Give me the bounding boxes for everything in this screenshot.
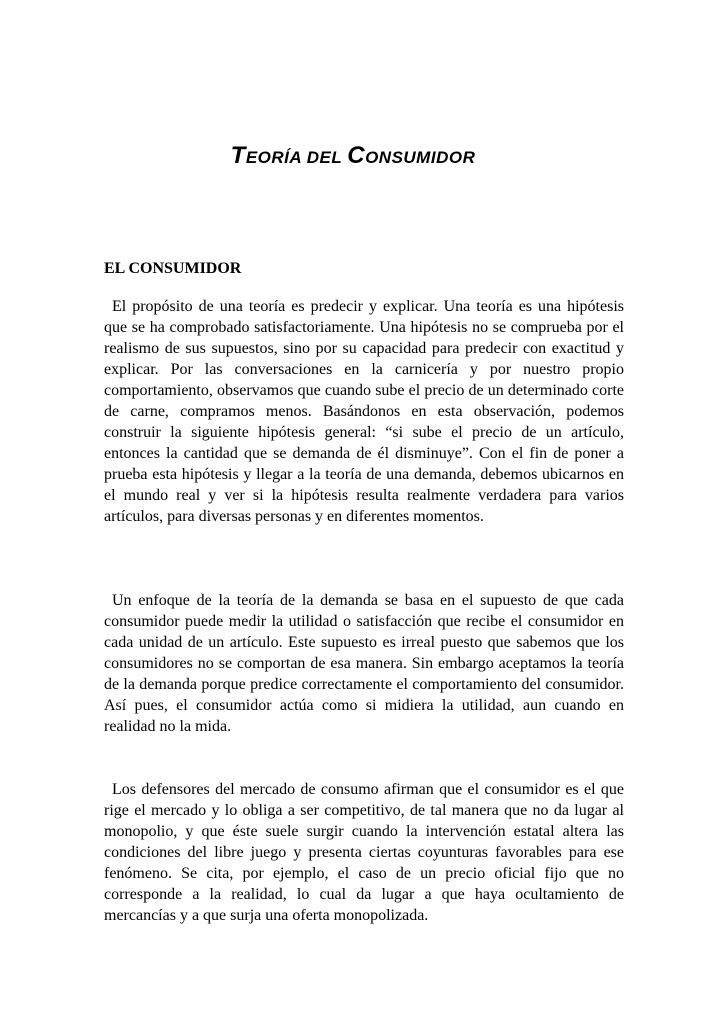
title-initial-t: T: [230, 142, 246, 169]
title-word-consumidor: ONSUMIDOR: [365, 148, 476, 167]
title-initial-c: C: [347, 142, 366, 169]
paragraph-1: El propósito de una teoría es predecir y explicar. Una teoría es una hipótesis que se ha comprobado satisfactoriamente. Una hipótesis no se comprueba por el realismo de sus supuestos, sino por su capacidad para predecir con exactitud y explicar. Por las conversaciones en la carnicería y por nuestro propio comportamiento, observamos que cuando sube el precio de un determinado corte de carne, compramos menos. Basándonos en esta observación, podemos construir la siguiente hipótesis general: “si sube el precio de un artículo, entonces la cantidad que se demanda de él disminuye”. Con el fin de poner a prueba esta hipótesis y llegar a la teoría de una demanda, debemos ubicarnos en el mundo real y ver si la hipótesis resulta realmente verdadera para varios artículos, para diversas personas y en diferentes momentos.: [104, 298, 624, 525]
paragraph-2: Un enfoque de la teoría de la demanda se basa en el supuesto de que cada consumidor puede medir la utilidad o satisfacción que recibe el consumidor en cada unidad de un artículo. Este supuesto es irreal puesto que sabemos que los consumidores no se comportan de esa manera. Sin embargo aceptamos la teoría de la demanda porque predice correctamente el comportamiento del consumidor. Así pues, el consumidor actúa como si midiera la utilidad, aun cuando en realidad no la mida.: [104, 592, 624, 735]
paragraph-3: Los defensores del mercado de consumo afirman que el consumidor es el que rige el mercado y lo obliga a ser competitivo, de tal manera que no da lugar al monopolio, y que éste suele surgir cuando la intervención estatal altera las condiciones del libre juego y presenta ciertas coyunturas favorables para ese fenómeno. Se cita, por ejemplo, el caso de un precio oficial fijo que no corresponde a la realidad, lo cual da lugar a que haya ocultamiento de mercancías y a que surja una oferta monopolizada.: [104, 781, 624, 924]
document-title: [0, 142, 728, 170]
title-word-del: DEL: [306, 148, 342, 167]
title-word-teoria: EORÍA: [245, 148, 302, 167]
section-heading: EL CONSUMIDOR: [104, 260, 242, 277]
